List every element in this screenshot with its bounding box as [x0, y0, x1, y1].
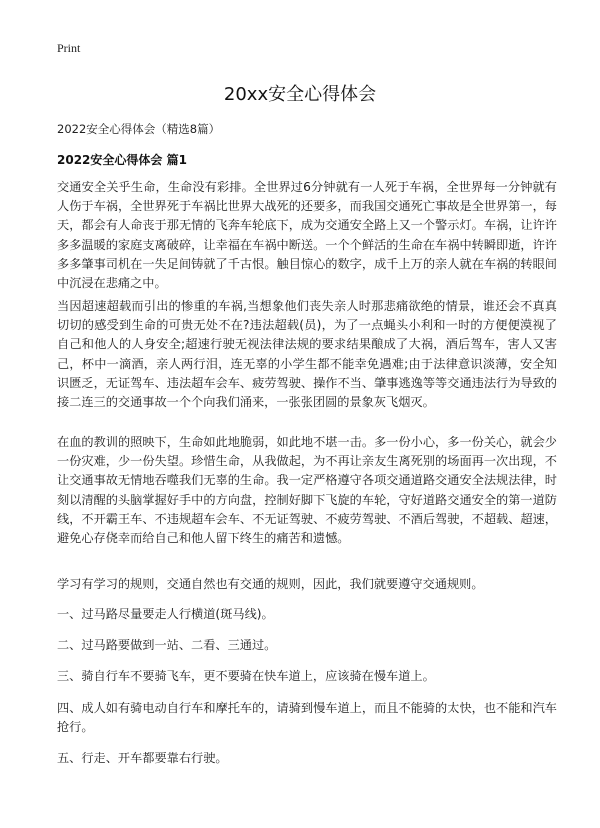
section-heading: 2022安全心得体会 篇1 — [57, 153, 187, 167]
rule-item-5: 五、行走、开车都要靠右行驶。 — [57, 751, 228, 765]
paragraph-3: 在血的教训的照映下，生命如此地脆弱，如此地不堪一击。多一份小心，多一份关心，就会少一份灾难，少一份失望。珍惜生命，从我做起，为不再让亲友生离死别的场面再一次出现，不让交通事故无情地吞噬我们无辜的生命。我一定严格遵守各项交通道路交通安全法规法律，时刻以清醒的头脑掌握好手中的方向盘，控制好脚下飞旋的车轮，守好道路交通安全的第一道防线，不开霸王车、不违规超车会车、不无证驾驶、不疲劳驾驶、不酒后驾驶，不超载、超速，避免心存侥幸而给自己和他人留下终生的痛苦和遗憾。 — [57, 435, 557, 546]
paragraph-2: 当因超速超载而引出的惨重的车祸,当想象他们丧失亲人时那悲痛欲绝的情景，谁还会不真真切切的感受到生命的可贵无处不在?违法超载(员)，为了一点蝇头小利和一时的方便便漠视了自己和他人的人身安全;超速行驶无视法律法规的要求结果酿成了大祸，酒后驾车，害人又害己，杯中一滴酒，亲人两行泪，连无辜的小学生都不能幸免遇难;由于法律意识淡薄，安全知识匮乏，无证驾车、违法超车会车、疲劳驾驶、操作不当、肇事逃逸等等交通违法行为导致的接二连三的交通事故一个个向我们涌来，一张张团圆的景象灰飞烟灭。 — [57, 299, 557, 410]
page-title: 20xx安全心得体会 — [223, 84, 377, 105]
print-link[interactable]: Print — [57, 41, 81, 55]
rule-item-4: 四、成人如有骑电动自行车和摩托车的，请骑到慢车道上，而且不能骑的太快，也不能和汽车抢行。 — [57, 701, 557, 735]
rule-item-2: 二、过马路要做到一站、二看、三通过。 — [57, 638, 277, 652]
paragraph-1: 交通安全关乎生命，生命没有彩排。全世界过6分钟就有一人死于车祸，全世界每一分钟就有人伤于车祸，全世界死于车祸比世界大战死的还要多，而我国交通死亡事故是全世界第一，每天，都会有人命丧于那无情的飞奔车轮底下，成为交通安全路上又一个警示灯。车祸，让许许多多温暖的家庭支离破碎，让幸福在车祸中断送。一个个鲜活的生命在车祸中转瞬即逝，许许多多肇事司机在一失足间铸就了千古恨。触目惊心的数字，成千上万的亲人就在车祸的转眼间中沉浸在悲痛之中。 — [57, 180, 557, 291]
document-subtitle: 2022安全心得体会（精选8篇） — [57, 122, 221, 136]
paragraph-4: 学习有学习的规则，交通自然也有交通的规则，因此，我们就要遵守交通规则。 — [57, 577, 484, 591]
rule-item-3: 三、骑自行车不要骑飞车，更不要骑在快车道上，应该骑在慢车道上。 — [57, 669, 435, 683]
rule-item-1: 一、过马路尽量要走人行横道(斑马线)。 — [57, 607, 274, 621]
